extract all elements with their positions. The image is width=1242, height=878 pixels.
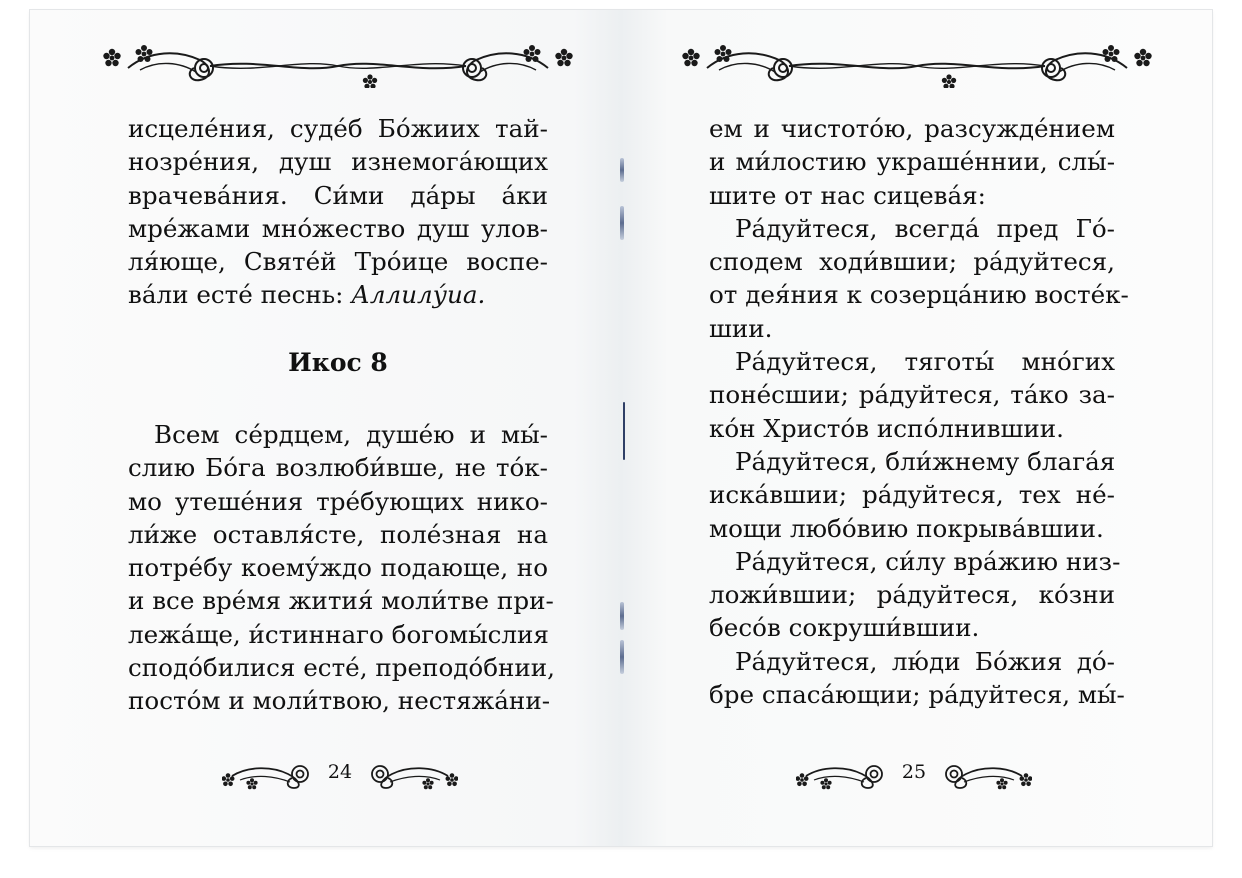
binding-stitch bbox=[620, 602, 624, 630]
text-run: ва́ли есте́ песнь: bbox=[128, 280, 344, 310]
alleluia-text: Аллилу́иа. bbox=[351, 280, 486, 310]
footer-ornament-icon bbox=[796, 758, 890, 790]
right-page bbox=[621, 10, 1212, 846]
text-line: Ра́дуйтеся, всегда́ пред Го́- bbox=[735, 213, 1115, 243]
text-line: ко́н Христо́в испо́лнившии. bbox=[709, 413, 1064, 443]
right-page-text bbox=[709, 112, 1129, 711]
text-line: шии. bbox=[709, 313, 773, 343]
right-footer bbox=[796, 758, 1032, 790]
header-ornament-icon bbox=[679, 40, 1155, 88]
text-line bbox=[128, 278, 548, 311]
left-paragraph-2 bbox=[128, 418, 556, 718]
text-line: ем и чистото́ю, разсужде́нием bbox=[709, 114, 1115, 143]
binding-stitch bbox=[623, 402, 625, 460]
binding-stitch bbox=[620, 206, 624, 240]
text-line: иска́вшии; ра́дуйтеся, тех не́- bbox=[709, 480, 1115, 510]
text-line: посто́м и моли́твою, нестяжа́ни- bbox=[128, 686, 551, 716]
text-line: мо утеше́ния тре́бующих нико- bbox=[128, 486, 548, 516]
text-line: сподо́билися есте́, преподо́бнии, bbox=[128, 653, 556, 683]
text-line: лежа́ще, и́стиннаго богомы́слия bbox=[128, 619, 549, 649]
text-line: Ра́дуйтеся, бли́жнему блага́я bbox=[735, 446, 1116, 476]
text-line: бесо́в сокруши́вшии. bbox=[709, 613, 980, 643]
text-line: потре́бу коему́ждо подающе, но bbox=[128, 553, 548, 583]
footer-ornament-icon bbox=[222, 758, 316, 790]
binding-stitch bbox=[620, 158, 624, 182]
left-footer bbox=[222, 758, 458, 790]
text-line: сподем ходи́вшии; ра́дуйтеся, bbox=[709, 247, 1115, 277]
text-line: ложи́вшии; ра́дуйтеся, ко́зни bbox=[709, 580, 1115, 610]
text-line: ли́же оставля́сте, поле́зная на bbox=[128, 519, 548, 549]
text-line: шите от нас сицева́я: bbox=[709, 180, 986, 210]
booklet-spread bbox=[30, 10, 1212, 846]
text-line: бре спаса́ющии; ра́дуйтеся, мы́- bbox=[709, 680, 1125, 710]
text-line: мре́жами мно́жество душ улов- bbox=[128, 213, 548, 243]
left-page bbox=[30, 10, 621, 846]
binding-stitch bbox=[620, 640, 624, 674]
text-line: исцеле́ния, суде́б Бо́жиих тай- bbox=[128, 114, 548, 143]
text-line: и ми́лостию украше́ннии, слы́- bbox=[709, 147, 1115, 177]
left-paragraph-1 bbox=[128, 112, 548, 312]
footer-ornament-icon bbox=[938, 758, 1032, 790]
text-line: врачева́ния. Си́ми да́ры а́ки bbox=[128, 180, 548, 210]
text-line: Всем се́рдцем, душе́ю и мы́- bbox=[154, 420, 548, 449]
page-number: 24 bbox=[327, 761, 353, 783]
section-heading: Икос 8 bbox=[288, 348, 388, 377]
header-ornament-icon bbox=[100, 40, 576, 88]
text-line: Ра́дуйтеся, си́лу вра́жию низ- bbox=[735, 546, 1121, 576]
text-line: и все вре́мя жития́ моли́тве при- bbox=[128, 586, 554, 616]
text-line: Ра́дуйтеся, тяготы́ мно́гих bbox=[735, 347, 1115, 377]
page-number: 25 bbox=[901, 761, 927, 783]
text-line: поне́сшии; ра́дуйтеся, та́ко за- bbox=[709, 380, 1115, 410]
text-line: мощи любо́вию покрыва́вшии. bbox=[709, 513, 1104, 543]
text-line: Ра́дуйтеся, лю́ди Бо́жия до́- bbox=[735, 646, 1115, 676]
text-line: слию Бо́га возлюби́вше, не то́к- bbox=[128, 453, 548, 483]
text-line: от дея́ния к созерца́нию восте́к- bbox=[709, 280, 1129, 310]
footer-ornament-icon bbox=[364, 758, 458, 790]
text-line: ля́юще, Святе́й Тро́ице воспе- bbox=[128, 247, 548, 277]
text-line: нозре́ния, душ изнемога́ющих bbox=[128, 147, 548, 177]
